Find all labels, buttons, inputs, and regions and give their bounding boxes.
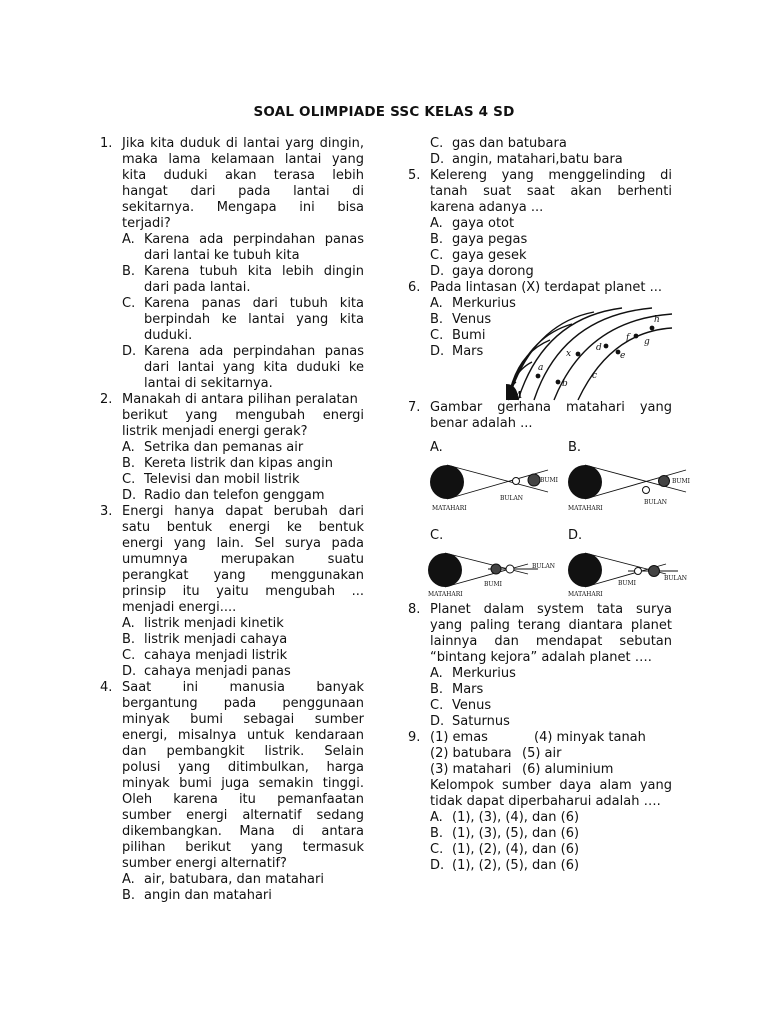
option-c: C. gas dan batubara [430, 136, 567, 151]
resource-row: (2) batubara (5) air [430, 746, 562, 761]
question-number: 8. [408, 602, 421, 617]
question-number: 1. [100, 136, 113, 151]
question-text-line: energi, misalnya untuk kendaraan [122, 728, 364, 743]
question-text-line: maka lama kelamaan lantai yang [122, 152, 364, 167]
question-text-line: berikut yang mengubah energi [122, 408, 364, 423]
question-text-line: lainnya dan mendapat sebutan [430, 634, 672, 649]
moon-circle [643, 487, 650, 494]
option-c: C. Bumi [430, 328, 486, 343]
orbit-label-h: h [654, 315, 660, 325]
option-b: B. Venus [430, 312, 492, 327]
orbit-labels [512, 315, 660, 401]
option-b: B. Kereta listrik dan kipas angin [122, 456, 334, 471]
planet-dot [556, 380, 561, 385]
question-text-line: menjadi energi.... [122, 600, 237, 615]
label-bumi: BUMI [540, 477, 558, 484]
question-text-line: sumber energi alternatif? [122, 856, 287, 871]
option-a: A. listrik menjadi kinetik [122, 616, 284, 631]
moon-circle [513, 478, 520, 485]
eclipse-figure-a [430, 458, 556, 514]
planet-orbit-figure [502, 304, 672, 400]
question-text-line: Energi hanya dapat berubah dari [122, 504, 364, 519]
question-number: 9. [408, 730, 421, 745]
option-c: C. gaya gesek [430, 248, 527, 263]
question-text-line: Gambar gerhana matahari yang [430, 400, 672, 415]
option-a: A. Merkurius [430, 666, 516, 681]
orbit-line [534, 308, 652, 400]
option-d: D. (1), (2), (5), dan (6) [430, 858, 580, 873]
eclipse-label-d: D. [568, 528, 583, 543]
label-matahari: MATAHARI [568, 591, 603, 598]
question-text-line: terjadi? [122, 216, 171, 231]
option-d: D. cahaya menjadi panas [122, 664, 291, 679]
question-text-line: Saat ini manusia banyak [122, 680, 364, 695]
question-1 [100, 136, 364, 392]
option-b: B. listrik menjadi cahaya [122, 632, 288, 647]
question-number: 5. [408, 168, 421, 183]
question-text-line: pilihan berikut yang termasuk [122, 840, 364, 855]
question-text-line: dikembangkan. Mana di antara [122, 824, 364, 839]
earth-circle [649, 566, 660, 577]
orbit-label-x: x [566, 349, 572, 359]
question-4 [100, 680, 364, 904]
orbit-label-e: e [620, 351, 626, 361]
orbit-label-f: f [626, 333, 630, 343]
option-b: B. Karena tubuh kita lebih dingin dari pada lantai. [122, 264, 364, 295]
moon-circle [635, 568, 642, 575]
moon-circle [506, 565, 514, 573]
planet-dot [536, 374, 541, 379]
question-number: 3. [100, 504, 113, 519]
earth-circle [659, 476, 670, 487]
label-matahari: MATAHARI [428, 591, 463, 598]
question-text-line: energi yang lain. Sel surya pada [122, 536, 364, 551]
eclipse-label-b: B. [568, 440, 582, 455]
question-text-line: hangat dari pada lantai di [122, 184, 364, 199]
question-text-line: bergantung pada penggunaan [122, 696, 364, 711]
eclipse-label-a: A. [430, 440, 443, 455]
option-c: C. Karena panas dari tubuh kita berpindah ke lantai yang kita duduki. [122, 296, 364, 343]
label-bulan: BULAN [500, 495, 524, 502]
option-d: D. gaya dorong [430, 264, 534, 279]
label-matahari: MATAHARI [432, 505, 467, 512]
question-text-line: perangkat yang menggunakan [122, 568, 364, 583]
label-bulan: BULAN [644, 499, 668, 506]
question-text-line: polusi yang ditimbulkan, harga [122, 760, 364, 775]
option-d: D. Saturnus [430, 714, 510, 729]
question-text-line: sumber energi alternatif sedang [122, 808, 364, 823]
option-a: A. gaya otot [430, 216, 515, 231]
question-text-line: Kelompok sumber daya alam yang [430, 778, 672, 793]
question-text-line: Jika kita duduk di lantai yarg dingin, [122, 136, 364, 151]
label-bumi: BUMI [672, 478, 690, 485]
earth-circle [491, 564, 501, 574]
orbit-label-b: b [562, 379, 568, 389]
option-a: A. (1), (3), (4), dan (6) [430, 810, 580, 825]
orbit-label-m: M [512, 391, 522, 401]
question-text-line: sekitarnya. Mengapa ini bisa [122, 200, 364, 215]
eclipse-label-c: C. [430, 528, 444, 543]
page-title: SOAL OLIMPIADE SSC KELAS 4 SD [253, 104, 515, 120]
sun-circle [428, 553, 462, 587]
option-a: A. Setrika dan pemanas air [122, 440, 304, 455]
question-number: 4. [100, 680, 113, 695]
option-a: A. air, batubara, dan matahari [122, 872, 324, 887]
question-text-line: tanah suat saat akan berhenti [430, 184, 672, 199]
label-bumi: BUMI [618, 580, 636, 587]
sun-circle [568, 553, 602, 587]
orbit-lines [508, 308, 672, 400]
sun-circle [430, 465, 464, 499]
question-text-line: Pada lintasan (X) terdapat planet ... [430, 280, 662, 295]
question-4-continued [408, 136, 672, 168]
question-text-line: dan pembangkit listrik. Selain [122, 744, 364, 759]
option-c: C. Venus [430, 698, 492, 713]
option-c: C. cahaya menjadi listrik [122, 648, 288, 663]
question-text-line: Kelereng yang menggelinding di [430, 168, 672, 183]
sun-circle [568, 465, 602, 499]
option-c: C. Televisi dan mobil listrik [122, 472, 300, 487]
planet-dot [576, 352, 581, 357]
option-d: D. Radio dan telefon genggam [122, 488, 325, 503]
option-d: D. angin, matahari,batu bara [430, 152, 623, 167]
option-a: A. Karena ada perpindahan panas dari lantai ke tubuh kita [122, 232, 364, 263]
option-c: C. (1), (2), (4), dan (6) [430, 842, 580, 857]
orbit-label-d: d [596, 343, 602, 353]
question-text-line: listrik menjadi energi gerak? [122, 424, 308, 439]
question-text-line: benar adalah ... [430, 416, 533, 431]
question-text-line: karena adanya ... [430, 200, 544, 215]
orbit-label-c: c [592, 371, 598, 381]
orbit-label-g: g [644, 337, 650, 347]
question-number: 6. [408, 280, 421, 295]
left-column [100, 136, 364, 904]
question-2 [100, 392, 364, 504]
planet-dot [604, 344, 609, 349]
eclipse-figure-b [566, 458, 692, 514]
question-3 [100, 504, 364, 680]
option-d: D. Karena ada perpindahan panas dari lantai yang kita duduki ke lantai di sekitarnya. [122, 344, 364, 391]
planet-dot [650, 326, 655, 331]
question-text-line: tidak dapat diperbaharui adalah …. [430, 794, 661, 809]
question-text-line: yang paling terang diantara planet [430, 618, 672, 633]
resource-row: (1) emas (4) minyak tanah [430, 730, 646, 745]
option-b: B. Mars [430, 682, 484, 697]
question-text-line: umumnya merupakan suatu [122, 552, 364, 567]
question-8 [408, 602, 672, 730]
orbit-label-a: a [538, 363, 544, 373]
option-b: B. angin dan matahari [122, 888, 272, 903]
resource-row: (3) matahari (6) aluminium [430, 762, 614, 777]
label-bulan: BULAN [532, 563, 556, 570]
orbit-line [578, 328, 672, 400]
question-text-line: minyak bumi juga semakin tinggi. [122, 776, 364, 791]
question-text-line: Planet dalam system tata surya [430, 602, 672, 617]
question-number: 7. [408, 400, 421, 415]
question-text-line: “bintang kejora” adalah planet …. [430, 650, 652, 665]
label-matahari: MATAHARI [568, 505, 603, 512]
question-number: 2. [100, 392, 113, 407]
question-text-line: minyak bumi sebagai sumber [122, 712, 364, 727]
question-9 [408, 730, 672, 874]
question-5 [408, 168, 672, 280]
option-a: A. Merkurius [430, 296, 516, 311]
earth-circle [528, 474, 540, 486]
question-text-line: kita duduki akan terasa lebih [122, 168, 364, 183]
option-d: D. Mars [430, 344, 484, 359]
label-bumi: BUMI [484, 581, 502, 588]
question-text-line: prinsip itu yaitu mengubah ... [122, 584, 364, 599]
planet-dot [634, 334, 639, 339]
eclipse-figure-d [566, 548, 692, 598]
option-b: B. gaya pegas [430, 232, 528, 247]
question-text-line: satu bentuk energi ke bentuk [122, 520, 364, 535]
question-text-line: Oleh karena itu pemanfaatan [122, 792, 364, 807]
label-bulan: BULAN [664, 575, 688, 582]
option-b: B. (1), (3), (5), dan (6) [430, 826, 580, 841]
orbit-line [554, 314, 672, 400]
eclipse-figure-c [428, 548, 554, 598]
question-text-line: Manakah di antara pilihan peralatan [122, 392, 358, 407]
